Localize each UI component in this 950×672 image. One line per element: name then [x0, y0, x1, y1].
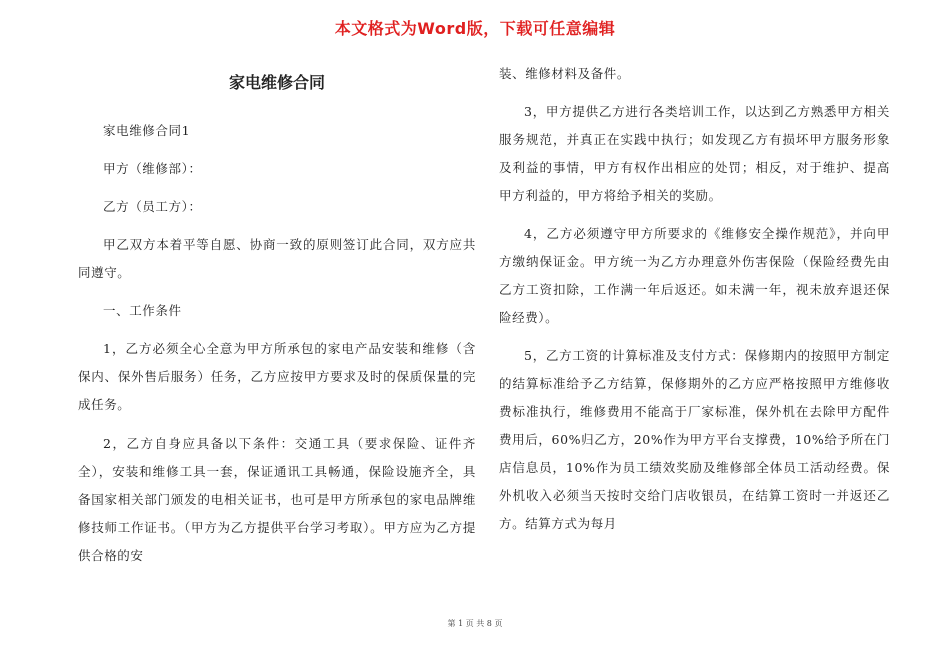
paragraph: 甲乙双方本着平等自愿、协商一致的原则签订此合同，双方应共同遵守。: [78, 237, 476, 280]
paragraph: 1，乙方必须全心全意为甲方所承包的家电产品安装和维修（含保内、保外售后服务）任务，乙方应按甲方要求及时的保质保量的完成任务。: [78, 341, 476, 412]
paragraph: 家电维修合同1: [103, 123, 191, 138]
document-title: 家电维修合同: [228, 73, 325, 92]
download-banner: 本文格式为Word版，下载可任意编辑: [334, 19, 616, 38]
left-column: [78, 117, 476, 570]
right-column: [499, 60, 890, 538]
paragraph: 4，乙方必须遵守甲方所要求的《维修安全操作规范》，并向甲方缴纳保证金。甲方统一为乙方办理意外伤害保险（保险经费先由乙方工资扣除，工作满一年后返还。如未满一年，视未放弃退还保险经费）。: [499, 226, 890, 325]
paragraph: 装、维修材料及备件。: [499, 66, 631, 81]
paragraph: 5，乙方工资的计算标准及支付方式：保修期内的按照甲方制定的结算标准给予乙方结算，保修期外的乙方应严格按照甲方维修收费标准执行，维修费用不能高于厂家标准，保外机在去除甲方配件费用后，60%归乙方，20%作为甲方平台支撑费，10%给予所在门店信息员，10%作为员工绩效奖励及维修部全体员工活动经费。保外机收入必须当天按时交给门店收银员，在结算工资时一并返还乙方。结算方式为每月: [499, 348, 890, 531]
paragraph: 3，甲方提供乙方进行各类培训工作，以达到乙方熟悉甲方相关服务规范，并真正在实践中执行；如发现乙方有损坏甲方服务形象及利益的事情，甲方有权作出相应的处罚；相反，对于维护、提高甲方利益的，甲方将给予相关的奖励。: [499, 104, 890, 203]
section-heading: 一、工作条件: [103, 303, 182, 318]
page-number: 第 1 页 共 8 页: [447, 619, 503, 628]
paragraph: 乙方（员工方）：: [103, 199, 202, 214]
paragraph: 2，乙方自身应具备以下条件：交通工具（要求保险、证件齐全），安装和维修工具一套，保证通讯工具畅通，保险设施齐全，具备国家相关部门颁发的电相关证书，也可是甲方所承包的家电品牌维修技师工作证书。（甲方为乙方提供平台学习考取）。甲方应为乙方提供合格的安: [78, 436, 476, 563]
paragraph: 甲方（维修部）：: [103, 161, 202, 176]
